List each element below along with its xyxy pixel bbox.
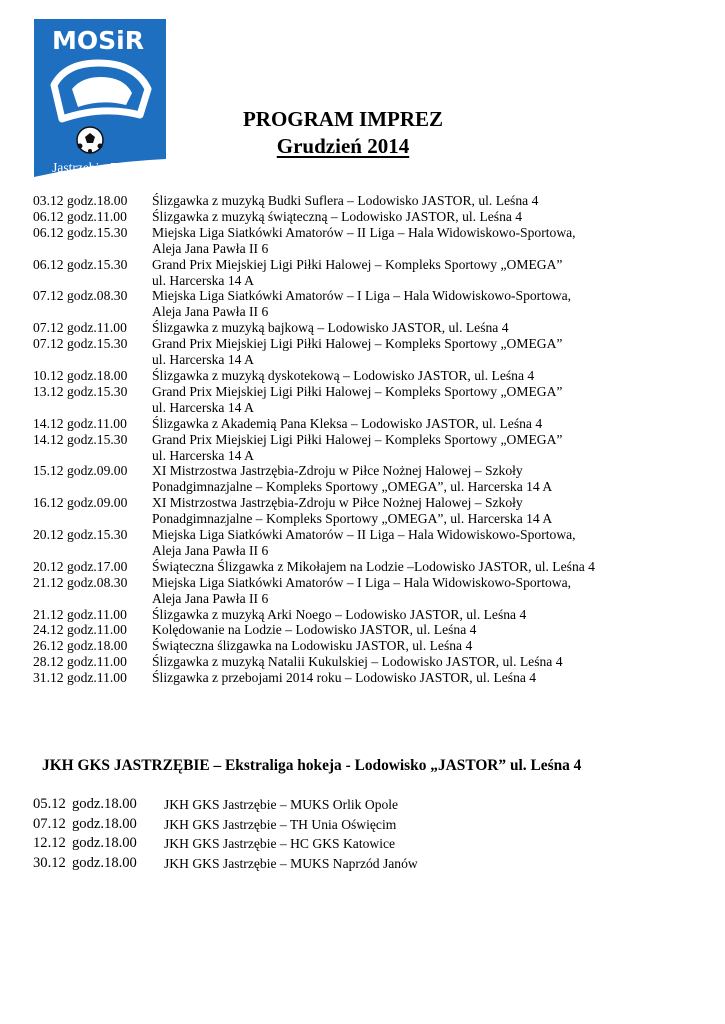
event-description [152,495,713,527]
event-date: 07.12 godz.15.30 [33,336,128,352]
event-date: 24.12 godz.11.00 [33,622,127,638]
events-list [33,193,713,686]
event-description-line: Aleja Jana Pawła II 6 [152,542,269,558]
game-match: JKH GKS Jastrzębie – HC GKS Katowice [164,836,396,852]
event-description [152,209,713,225]
event-description-line: Grand Prix Miejskiej Ligi Piłki Halowej – Kompleks Sportowy „OMEGA” [152,336,563,352]
page-title: PROGRAM IMPREZ [242,107,444,131]
hockey-section-heading: JKH GKS JASTRZĘBIE – Ekstraliga hokeja - Lodowisko „JASTOR” ul. Leśna 4 [42,757,582,774]
game-time: godz.18.00 [72,835,137,852]
event-description-line: ul. Harcerska 14 A [152,447,254,463]
game-match: JKH GKS Jastrzębie – MUKS Orlik Opole [164,797,399,812]
event-description [152,670,713,686]
event-description-line: Ślizgawka z muzyką Budki Suflera – Lodowisko JASTOR, ul. Leśna 4 [152,193,539,208]
event-row [33,432,713,464]
event-description [152,336,713,368]
game-date: 07.12 [33,815,66,832]
hockey-game-row [33,815,713,835]
mosir-logo-graphic [32,19,166,178]
event-description-line: Ślizgawka z muzyką dyskotekową – Lodowisko JASTOR, ul. Leśna 4 [152,367,535,383]
event-row [33,384,713,416]
logo-city-text: Jastrzębie-Zdrój [52,160,140,175]
event-description-line: Ponadgimnazjalne – Kompleks Sportowy „OMEGA”, ul. Harcerska 14 A [152,511,553,527]
event-description-line: Miejska Liga Siatkówki Amatorów – I Liga – Hala Widowiskowo-Sportowa, [152,574,572,590]
event-date: 14.12 godz.15.30 [33,431,128,447]
event-description-line: Aleja Jana Pawła II 6 [152,240,269,256]
event-description-line: Ślizgawka z muzyką świąteczną – Lodowisko JASTOR, ul. Leśna 4 [152,208,523,224]
event-date: 14.12 godz.11.00 [33,415,127,431]
event-row [33,607,713,623]
event-row [33,622,713,638]
event-date: 06.12 godz.15.30 [33,256,128,272]
event-row [33,416,713,432]
event-date: 20.12 godz.15.30 [33,527,128,543]
event-description-line: Miejska Liga Siatkówki Amatorów – I Liga – Hala Widowiskowo-Sportowa, [152,288,572,304]
event-description [152,575,713,607]
game-time: godz.18.00 [72,796,137,812]
game-date: 30.12 [33,854,66,871]
event-description-line: Świąteczna ślizgawka na Lodowisku JASTOR, ul. Leśna 4 [152,638,473,654]
game-time: godz.18.00 [72,815,137,832]
event-description-line: Kolędowanie na Lodzie – Lodowisko JASTOR, ul. Leśna 4 [152,622,477,638]
event-row [33,209,713,225]
hockey-games-list [33,795,713,873]
event-description [152,416,713,432]
event-row [33,670,713,686]
event-description [152,193,713,209]
event-row [33,463,713,495]
hockey-game-row [33,795,713,815]
event-description-line: ul. Harcerska 14 A [152,272,254,288]
event-date: 16.12 godz.09.00 [33,495,128,511]
logo-brand-text: MOSiR [52,26,144,55]
page-title-block [232,106,454,160]
event-description-line: XI Mistrzostwa Jastrzębia-Zdroju w Piłce Nożnej Halowej – Szkoły [152,463,523,479]
event-date: 26.12 godz.18.00 [33,638,128,654]
event-description-line: Ślizgawka z Akademią Pana Kleksa – Lodowisko JASTOR, ul. Leśna 4 [152,415,543,431]
event-row [33,559,713,575]
event-date: 28.12 godz.11.00 [33,654,127,670]
event-row [33,288,713,320]
event-date: 06.12 godz.11.00 [33,208,127,224]
event-row [33,575,713,607]
event-description [152,288,713,320]
event-row [33,336,713,368]
event-date: 21.12 godz.11.00 [33,606,127,622]
event-description-line: ul. Harcerska 14 A [152,352,254,368]
game-date: 05.12 [33,796,66,812]
event-description [152,320,713,336]
event-date: 07.12 godz.11.00 [33,320,127,336]
event-description [152,559,713,575]
event-description [152,622,713,638]
hockey-game-row [33,854,713,874]
event-date: 21.12 godz.08.30 [33,574,128,590]
event-description [152,368,713,384]
event-date: 10.12 godz.18.00 [33,367,128,383]
event-row [33,368,713,384]
event-date: 15.12 godz.09.00 [33,463,128,479]
event-description-line: Aleja Jana Pawła II 6 [152,304,269,320]
event-description-line: Grand Prix Miejskiej Ligi Piłki Halowej – Kompleks Sportowy „OMEGA” [152,431,563,447]
event-date: 07.12 godz.08.30 [33,288,128,304]
event-description [152,527,713,559]
event-row [33,193,713,209]
event-description [152,654,713,670]
event-date: 13.12 godz.15.30 [33,383,128,399]
event-description-line: Ślizgawka z muzyką Natalii Kukulskiej – Lodowisko JASTOR, ul. Leśna 4 [152,654,563,670]
game-match: JKH GKS Jastrzębie – TH Unia Oświęcim [164,816,397,832]
hockey-game-row [33,834,713,854]
event-date: 03.12 godz.18.00 [33,193,128,208]
event-row [33,225,713,257]
event-description-line: XI Mistrzostwa Jastrzębia-Zdroju w Piłce Nożnej Halowej – Szkoły [152,495,523,511]
event-date: 20.12 godz.17.00 [33,558,128,574]
event-description-line: Świąteczna Ślizgawka z Mikołajem na Lodzie –Lodowisko JASTOR, ul. Leśna 4 [152,558,595,574]
event-row [33,495,713,527]
event-description-line: Ślizgawka z muzyką bajkową – Lodowisko JASTOR, ul. Leśna 4 [152,320,509,336]
event-description-line: Grand Prix Miejskiej Ligi Piłki Halowej – Kompleks Sportowy „OMEGA” [152,256,563,272]
event-row [33,257,713,289]
game-date: 12.12 [33,835,66,852]
event-description-line: ul. Harcerska 14 A [152,399,254,415]
event-row [33,654,713,670]
event-row [33,320,713,336]
event-description-line: Miejska Liga Siatkówki Amatorów – II Liga – Hala Widowiskowo-Sportowa, [152,527,576,543]
event-description-line: Ponadgimnazjalne – Kompleks Sportowy „OMEGA”, ul. Harcerska 14 A [152,479,553,495]
event-description [152,257,713,289]
event-description [152,432,713,464]
event-description [152,225,713,257]
event-description-line: Grand Prix Miejskiej Ligi Piłki Halowej – Kompleks Sportowy „OMEGA” [152,383,563,399]
page-subtitle: Grudzień 2014 [276,134,410,158]
game-match: JKH GKS Jastrzębie – MUKS Naprzód Janów [164,855,418,871]
event-description-line: Ślizgawka z muzyką Arki Noego – Lodowisko JASTOR, ul. Leśna 4 [152,606,527,622]
game-time: godz.18.00 [72,854,137,871]
mosir-logo [32,19,166,178]
event-description [152,638,713,654]
event-date: 06.12 godz.15.30 [33,224,128,240]
event-description [152,463,713,495]
event-description [152,607,713,623]
event-description [152,384,713,416]
event-description-line: Ślizgawka z przebojami 2014 roku – Lodowisko JASTOR, ul. Leśna 4 [152,670,537,686]
event-description-line: Aleja Jana Pawła II 6 [152,590,269,606]
event-row [33,638,713,654]
event-description-line: Miejska Liga Siatkówki Amatorów – II Liga – Hala Widowiskowo-Sportowa, [152,224,576,240]
event-row [33,527,713,559]
event-date: 31.12 godz.11.00 [33,670,127,686]
